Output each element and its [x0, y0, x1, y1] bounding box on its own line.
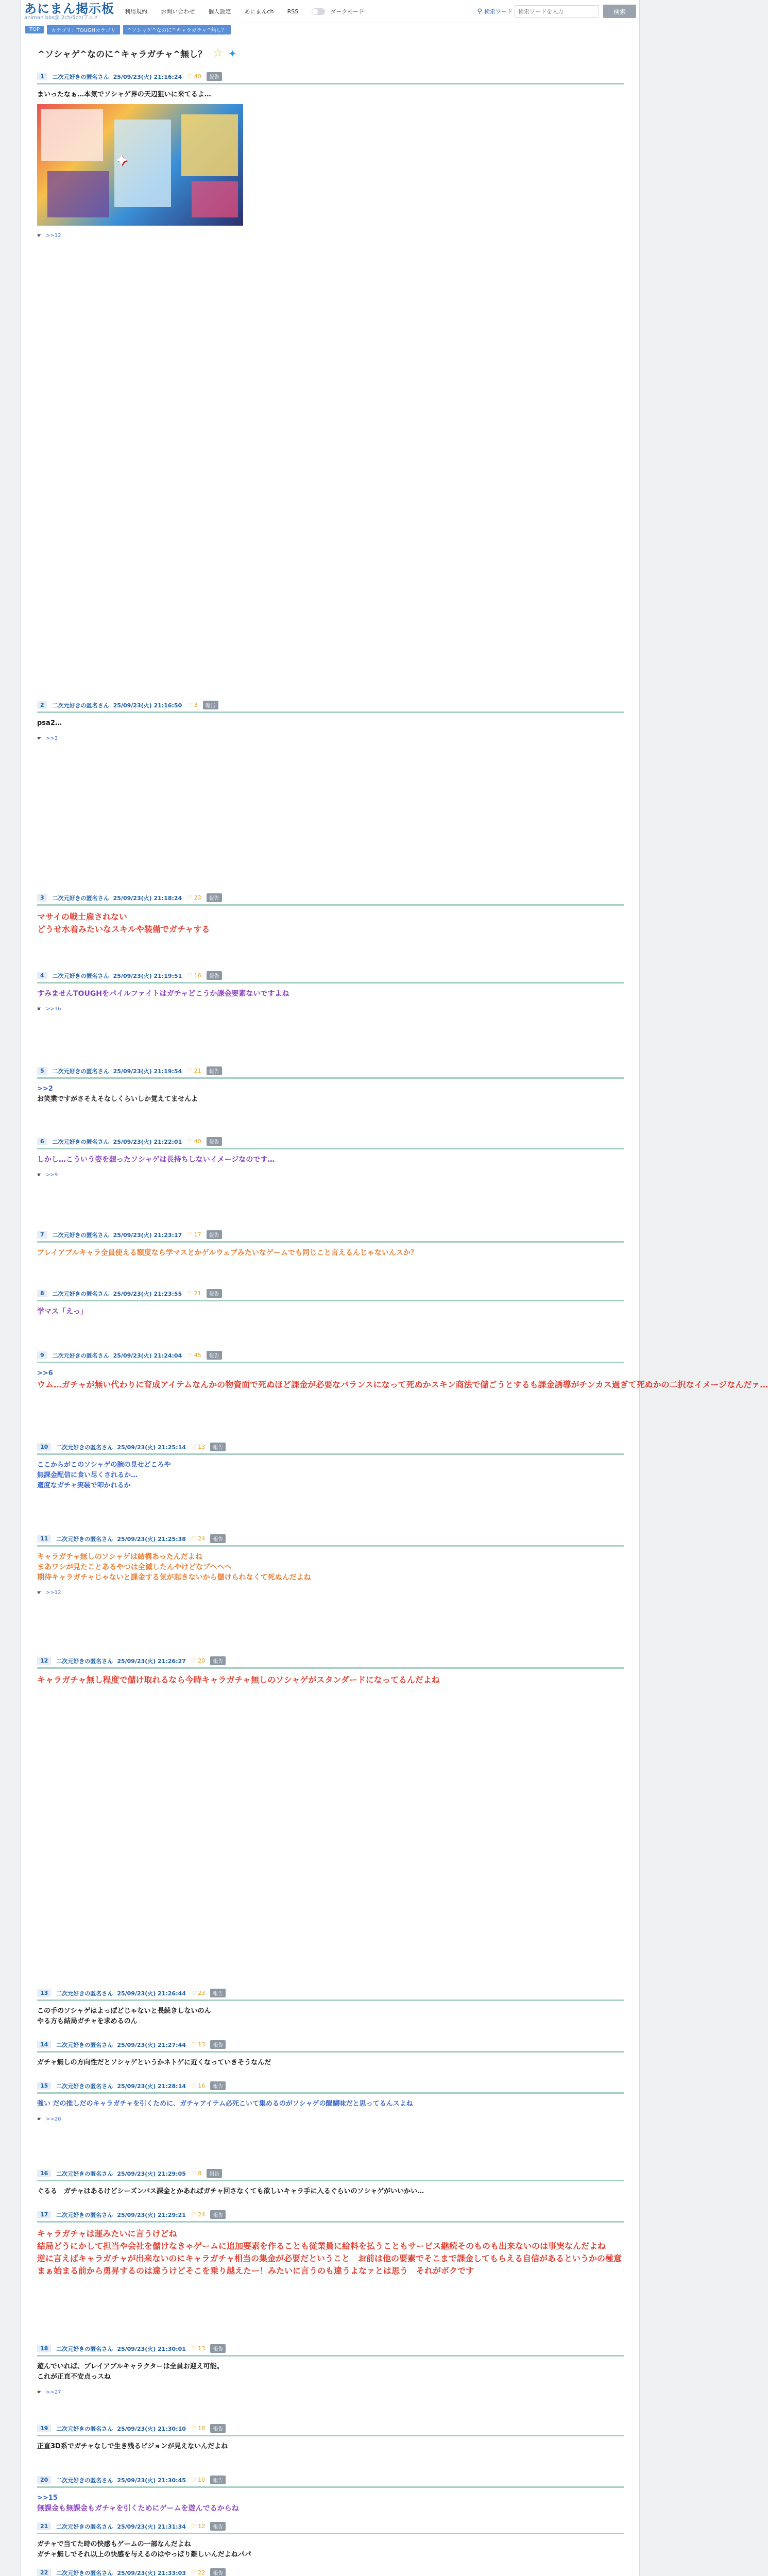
- post-date: 25/09/23(火) 21:26:27: [117, 1657, 186, 1665]
- post-author: 二次元好きの匿名さん: [56, 2477, 113, 2484]
- report-button[interactable]: 報告: [207, 893, 222, 902]
- like-count[interactable]: ♡ 21: [187, 1290, 201, 1297]
- like-count[interactable]: ♡ 24: [191, 2211, 206, 2218]
- reply-anchor-text[interactable]: >>9: [45, 1172, 58, 1178]
- post-date: 25/09/23(火) 21:19:54: [113, 1067, 182, 1075]
- post-date: 25/09/23(火) 21:28:14: [117, 2082, 186, 2090]
- post-author: 二次元好きの匿名さん: [52, 1067, 109, 1075]
- report-button[interactable]: 報告: [210, 2568, 226, 2576]
- post-number[interactable]: 4: [37, 972, 47, 979]
- post-item: [37, 1656, 624, 1686]
- post-date: 25/09/23(火) 21:18:24: [113, 894, 182, 902]
- post-date: 25/09/23(火) 21:23:17: [113, 1231, 182, 1239]
- post-author: 二次元好きの匿名さん: [56, 2523, 113, 2530]
- nav-settings[interactable]: 個人設定: [208, 8, 231, 15]
- like-count[interactable]: ♡ 16: [191, 2082, 206, 2089]
- post-header: [37, 2424, 624, 2436]
- site-header: [21, 0, 639, 23]
- report-button[interactable]: 報告: [210, 2040, 226, 2049]
- reply-anchor-text[interactable]: >>20: [45, 2116, 61, 2122]
- post-header: [37, 1066, 624, 1079]
- search-icon: ⚲: [477, 7, 482, 15]
- breadcrumb-category[interactable]: カテゴリ：TOUGHカテゴリ: [47, 25, 120, 35]
- reply-anchor-text[interactable]: >>3: [45, 736, 58, 741]
- post-body: [37, 911, 624, 936]
- reply-anchor-text[interactable]: >>12: [45, 233, 61, 239]
- breadcrumb: [21, 23, 639, 36]
- like-count[interactable]: ♡ 8: [191, 2170, 202, 2177]
- like-count[interactable]: ♡ 23: [187, 894, 201, 901]
- reply-hand-icon: ☛: [37, 2116, 42, 2122]
- post-number[interactable]: 5: [37, 1067, 47, 1075]
- post-text-line: ウム…ガチャが無い代わりに育成アイテムなんかの物資面で死ぬほど課金が必要なバランスになって死ぬかスキン商法で儲ごうとするも課金誘導がチンカス過ぎて死ぬかの二択なイメージなんだァ…: [37, 1380, 768, 1389]
- post-item: [37, 971, 624, 1012]
- report-button[interactable]: 報告: [210, 2476, 226, 2484]
- post-number[interactable]: 20: [37, 2476, 51, 2484]
- post-header: [37, 1351, 624, 1363]
- reply-anchor-text[interactable]: >>27: [45, 2389, 61, 2395]
- post-text-line: すみませんTOUGHをパイルファイトはガチャどこうか課金要素ないですよね: [37, 990, 289, 998]
- post-text-line: この手のソシャゲはよっぽどじゃないと長続きしないのん: [37, 2007, 211, 2015]
- post-text-line: 無課金配信に食い尽くされるか…: [37, 1471, 138, 1479]
- post-number[interactable]: 3: [37, 894, 47, 902]
- reply-hand-icon: ☛: [37, 2389, 42, 2395]
- breadcrumb-top[interactable]: TOP: [25, 26, 44, 33]
- post-author: 二次元好きの匿名さん: [56, 2082, 113, 2090]
- post-text-line: やる方も結局ガチャを求めるのん: [37, 2018, 138, 2025]
- thread-title-row: [38, 47, 621, 60]
- post-reply-link[interactable]: [37, 2116, 624, 2122]
- report-button[interactable]: 報告: [210, 1534, 226, 1543]
- post-author: 二次元好きの匿名さん: [56, 1535, 113, 1543]
- nav-contact[interactable]: お問い合わせ: [161, 8, 195, 15]
- report-button[interactable]: 報告: [207, 1351, 222, 1360]
- post-number[interactable]: 18: [37, 2345, 51, 2352]
- post-item: [37, 1351, 768, 1391]
- post-header: [37, 2344, 624, 2357]
- post-header: [37, 893, 624, 906]
- post-item: [37, 1066, 624, 1105]
- post-text-line: まぁ始まる前から勇昇するのは違うけどそこを乗り越えたー！みたいに言うのも違うよなァとは思う それがボクです: [37, 2266, 474, 2276]
- reply-hand-icon: ☛: [37, 1172, 42, 1178]
- post-number[interactable]: 6: [37, 1138, 47, 1145]
- post-text-line: これが正直不安点っスね: [37, 2373, 111, 2381]
- post-date: 25/09/23(火) 21:16:50: [113, 702, 182, 709]
- post-header: [37, 2040, 624, 2053]
- post-text-line: 強い だの推しだのキャラガチャを引くために、ガチャアイテム必死こいて集めるのがソシャゲの醍醐味だと思ってるんスよね: [37, 2100, 413, 2108]
- post-header: [37, 1989, 624, 2001]
- post-number[interactable]: 12: [37, 1657, 51, 1665]
- post-item: [37, 2040, 624, 2068]
- post-header: [37, 1230, 624, 1243]
- reply-hand-icon: ☛: [37, 1006, 42, 1012]
- post-number[interactable]: 15: [37, 2082, 51, 2090]
- reply-hand-icon: ☛: [37, 1590, 42, 1596]
- post-text-line: psa2…: [37, 719, 62, 727]
- image-overlay-art: ✦: [114, 150, 129, 171]
- post-body: [37, 2362, 624, 2382]
- post-number[interactable]: 21: [37, 2522, 51, 2530]
- post-author: 二次元好きの匿名さん: [52, 894, 109, 902]
- like-count[interactable]: ♡ 13: [191, 1444, 206, 1450]
- post-text-line: お笑業ですがさそえそなしくらいしか覚えてませんよ: [37, 1095, 198, 1103]
- post-body: [37, 2228, 624, 2277]
- post-text-line: 逆に言えばキャラガチャが出来ないのにキャラガチャ相当の集金が必要だということ お前は他の要素でそこまで課金してもらえる自信があるというかの極意: [37, 2253, 622, 2263]
- logo-title[interactable]: あにまん掲示板: [24, 1, 114, 16]
- post-item: [37, 2169, 624, 2197]
- report-button[interactable]: 報告: [207, 1289, 222, 1298]
- post-text-line: まあワシが見たことあるやつは全滅したんやけどなブヘヘヘ: [37, 1563, 232, 1571]
- post-date: 25/09/23(火) 21:27:44: [117, 2041, 186, 2048]
- post-item: [37, 701, 624, 741]
- image-shape: [41, 109, 103, 161]
- post-image[interactable]: [37, 104, 243, 226]
- like-count[interactable]: ♡ 40: [187, 73, 201, 80]
- thread-title: ^ソシャゲ^なのに^キャラガチャ^無し？: [38, 49, 207, 60]
- reply-hand-icon: ☛: [37, 233, 42, 239]
- post-date: 25/09/23(火) 21:30:01: [117, 2345, 186, 2352]
- like-count[interactable]: ♡ 13: [191, 2345, 206, 2352]
- site-logo[interactable]: [24, 3, 114, 21]
- post-number[interactable]: 10: [37, 1443, 51, 1451]
- post-author: 二次元好きの匿名さん: [56, 1657, 113, 1665]
- post-item: [37, 2210, 624, 2277]
- post-reply-link[interactable]: [37, 233, 624, 239]
- post-number[interactable]: 8: [37, 1290, 47, 1297]
- post-date: 25/09/23(火) 21:19:51: [113, 972, 182, 979]
- post-body: [37, 1674, 624, 1686]
- post-item: [37, 1443, 624, 1491]
- post-text-line: 期待キャラガチャじゃないと課金する気が起きないから儲けられなくて死ぬんだよね: [37, 1573, 311, 1582]
- post-number[interactable]: 17: [37, 2211, 51, 2218]
- post-text-line: 遊んでいれば、プレイアブルキャラクターは全員お迎え可能。: [37, 2363, 224, 2370]
- post-date: 25/09/23(火) 21:30:10: [117, 2425, 186, 2432]
- report-button[interactable]: 報告: [207, 2169, 222, 2178]
- post-header: [37, 1137, 624, 1149]
- post-item: [37, 893, 624, 936]
- twitter-share-icon[interactable]: ✦: [228, 47, 237, 60]
- post-body: [37, 90, 624, 100]
- post-item: [37, 1137, 624, 1178]
- post-reply-link[interactable]: [37, 1006, 624, 1012]
- like-count[interactable]: ♡ 45: [187, 1352, 201, 1359]
- post-text-line: 適度なガチャ実装で叩かれるか: [37, 1482, 131, 1489]
- post-date: 25/09/23(火) 21:30:45: [117, 2477, 186, 2484]
- post-date: 25/09/23(火) 21:29:21: [117, 2211, 186, 2218]
- report-button[interactable]: 報告: [207, 1066, 222, 1075]
- post-author: 二次元好きの匿名さん: [56, 1444, 113, 1451]
- report-button[interactable]: 報告: [203, 701, 218, 709]
- post-author: 二次元好きの匿名さん: [52, 1352, 109, 1359]
- reply-anchor-text[interactable]: >>12: [45, 1590, 61, 1596]
- post-text-line: ぐるる ガチャはあるけどシーズンパス課金とかあればガチャ回さなくても欲しいキャラ手に入るぐらいのソシャゲがいいかい…: [37, 2188, 424, 2195]
- nav-terms[interactable]: 利用規約: [125, 8, 147, 15]
- post-header: [37, 2568, 624, 2576]
- reply-reference-link[interactable]: >>6: [37, 1369, 53, 1377]
- post-text-line: キャラガチャ無し程度で儲け取れるなら今時キャラガチャ無しのソシャゲがスタンダードになってるんだよね: [37, 1675, 440, 1685]
- like-count[interactable]: ♡ 21: [187, 1067, 201, 1074]
- like-count[interactable]: ♡ 40: [187, 1138, 201, 1145]
- dark-mode-label: ダークモード: [330, 8, 365, 15]
- like-count[interactable]: ♡ 16: [187, 972, 201, 979]
- post-number[interactable]: 2: [37, 701, 47, 709]
- report-button[interactable]: 報告: [210, 1656, 226, 1665]
- post-header: [37, 1443, 624, 1455]
- like-count[interactable]: ♡ 17: [187, 1231, 201, 1238]
- reply-hand-icon: ☛: [37, 736, 42, 741]
- post-author: 二次元好きの匿名さん: [56, 2425, 113, 2432]
- post-date: 25/09/23(火) 21:26:44: [117, 1990, 186, 1997]
- search-label: 検索ワード: [484, 8, 513, 15]
- post-header: [37, 1289, 624, 1301]
- post-body: [37, 2006, 624, 2027]
- search-button[interactable]: 検索: [603, 5, 636, 18]
- report-button[interactable]: 報告: [210, 2210, 226, 2219]
- like-count[interactable]: ♡ 22: [191, 2569, 206, 2576]
- favorite-star-icon[interactable]: ☆: [213, 47, 223, 60]
- nav-animanch[interactable]: あにまんch: [244, 8, 274, 15]
- post-item: [37, 72, 624, 239]
- post-header: [37, 2081, 624, 2094]
- post-text-line: どうせ水着みたいなスキルや装備でガチャする: [37, 924, 210, 934]
- nav-rss[interactable]: RSS: [287, 8, 299, 15]
- post-body: [37, 2058, 624, 2068]
- post-reply-link[interactable]: [37, 1590, 624, 1596]
- post-text-line: ここからがこのソシャゲの腕の見せどころや: [37, 1461, 171, 1469]
- post-author: 二次元好きの匿名さん: [52, 702, 109, 709]
- search-bar: [477, 5, 636, 18]
- post-number[interactable]: 9: [37, 1351, 47, 1359]
- post-header: [37, 2476, 624, 2488]
- post-number[interactable]: 16: [37, 2170, 51, 2177]
- report-button[interactable]: 報告: [207, 1137, 222, 1146]
- post-date: 25/09/23(火) 21:31:34: [117, 2523, 186, 2530]
- logo-subtitle: animan bbs@ 2ch/5ch/アニメ: [24, 14, 99, 21]
- post-date: 25/09/23(火) 21:29:05: [117, 2170, 186, 2177]
- like-count[interactable]: ♡ 12: [191, 2523, 206, 2530]
- post-reply-link[interactable]: [37, 2389, 624, 2395]
- post-body: [37, 1084, 624, 1105]
- post-text-line: キャラガチャは運みたいに言うけどね: [37, 2229, 177, 2239]
- post-body: [37, 989, 624, 999]
- post-body: [37, 2187, 624, 2197]
- post-body: [37, 1155, 624, 1165]
- post-text-line: 学マス「えっ」: [37, 1308, 88, 1316]
- post-number[interactable]: 11: [37, 1535, 51, 1543]
- post-text-line: マサイの戦士雇されない: [37, 912, 127, 922]
- post-body: [37, 1248, 624, 1258]
- post-item: [37, 2476, 624, 2514]
- post-header: [37, 971, 624, 984]
- post-number[interactable]: 1: [37, 73, 47, 80]
- post-item: [37, 1989, 624, 2027]
- post-item: [37, 2522, 624, 2560]
- post-body: [37, 1368, 768, 1391]
- post-date: 25/09/23(火) 21:16:24: [113, 73, 182, 80]
- report-button[interactable]: 報告: [210, 2424, 226, 2433]
- post-date: 25/09/23(火) 21:33:03: [117, 2569, 186, 2576]
- post-text-line: プレイアブルキャラ全員使える額度なら学マスとかゲルウェブみたいなゲームでも同じこと言えるんじゃないんスか？: [37, 1249, 418, 1257]
- post-author: 二次元好きの匿名さん: [56, 2569, 113, 2576]
- image-shape: [181, 114, 238, 176]
- report-button[interactable]: 報告: [210, 2522, 226, 2531]
- like-count[interactable]: ♡ 23: [191, 1990, 206, 1996]
- post-item: [37, 2081, 624, 2122]
- post-header: [37, 1534, 624, 1547]
- post-text-line: 結局どうにかして担当や会社を儲けなきゃゲームに追加要素を作ることも従業員に給料を払うこともサービス継続そのものも出来ないのは事実なんだよね: [37, 2241, 606, 2251]
- report-button[interactable]: 報告: [207, 971, 222, 980]
- post-text-line: しかし…こういう姿を想ったソシャゲは長持ちしないイメージなのです…: [37, 1156, 275, 1164]
- post-number[interactable]: 22: [37, 2569, 51, 2576]
- post-body: [37, 1460, 624, 1491]
- post-body: [37, 2493, 624, 2514]
- like-count[interactable]: ♡ 13: [191, 2041, 206, 2048]
- report-button[interactable]: 報告: [210, 1443, 226, 1451]
- post-item: [37, 1230, 624, 1258]
- post-author: 二次元好きの匿名さん: [52, 73, 109, 80]
- post-header: [37, 701, 624, 713]
- post-reply-link[interactable]: [37, 736, 624, 741]
- post-date: 25/09/23(火) 21:23:55: [113, 1290, 182, 1297]
- post-author: 二次元好きの匿名さん: [56, 2345, 113, 2352]
- image-shape: [192, 181, 238, 217]
- post-body: [37, 2539, 624, 2560]
- post-date: 25/09/23(火) 21:25:14: [117, 1444, 186, 1451]
- post-item: [37, 1289, 624, 1317]
- post-item: [37, 2344, 624, 2395]
- report-button[interactable]: 報告: [207, 1230, 222, 1239]
- post-author: 二次元好きの匿名さん: [56, 1990, 113, 1997]
- post-text-line: 正直3D系でガチャなしで生き残るビジョンが見えないんだよね: [37, 2443, 228, 2450]
- post-text-line: ガチャで当てた時の快感もゲームの一部なんだよね: [37, 2540, 191, 2548]
- post-author: 二次元好きの匿名さん: [52, 972, 109, 979]
- post-header: [37, 2522, 624, 2534]
- post-text-line: 無課金も無課金もガチャを引くためにゲームを遊んでるからね: [37, 2504, 239, 2513]
- like-count[interactable]: ♡ 24: [191, 1535, 206, 1542]
- like-count[interactable]: ♡ 3: [187, 702, 198, 708]
- post-date: 25/09/23(火) 21:25:38: [117, 1535, 186, 1543]
- post-header: [37, 2169, 624, 2181]
- image-shape: [47, 171, 109, 217]
- post-text-line: キャラガチャ無しのソシャゲは結構あったんだよね: [37, 1553, 202, 1561]
- reply-reference-link[interactable]: >>15: [37, 2494, 58, 2502]
- post-item: [37, 2424, 624, 2452]
- reply-anchor-text[interactable]: >>16: [45, 1006, 61, 1012]
- post-author: 二次元好きの匿名さん: [52, 1138, 109, 1145]
- post-body: [37, 718, 624, 728]
- post-number[interactable]: 14: [37, 2041, 51, 2048]
- header-nav: [125, 7, 376, 15]
- reply-reference-link[interactable]: >>2: [37, 1085, 53, 1093]
- report-button[interactable]: 報告: [210, 2344, 226, 2353]
- post-author: 二次元好きの匿名さん: [56, 2041, 113, 2048]
- post-number[interactable]: 19: [37, 2425, 51, 2432]
- post-date: 25/09/23(火) 21:24:04: [113, 1352, 182, 1359]
- report-button[interactable]: 報告: [210, 1989, 226, 1997]
- post-text-line: まいったなぁ…本気でソシャゲ界の天辺狙いに来てるよ…: [37, 91, 211, 98]
- post-header: [37, 2210, 624, 2223]
- post-header: [37, 1656, 624, 1669]
- post-item: [37, 1534, 624, 1596]
- search-input[interactable]: [515, 5, 599, 18]
- post-reply-link[interactable]: [37, 1172, 624, 1178]
- post-text-line: ガチャ無しでそれ以上の快感を与えるのはやっぱり難しいんだよねパパ: [37, 2551, 251, 2558]
- report-button[interactable]: 報告: [207, 72, 222, 81]
- like-count[interactable]: ♡ 20: [191, 1657, 206, 1664]
- post-author: 二次元好きの匿名さん: [52, 1231, 109, 1239]
- like-count[interactable]: ♡ 18: [191, 2425, 206, 2432]
- post-number[interactable]: 13: [37, 1989, 51, 1997]
- dark-mode-toggle[interactable]: [312, 8, 325, 15]
- post-date: 25/09/23(火) 21:22:01: [113, 1138, 182, 1145]
- post-body: [37, 1552, 624, 1583]
- post-author: 二次元好きの匿名さん: [56, 2170, 113, 2177]
- post-number[interactable]: 7: [37, 1231, 47, 1239]
- like-count[interactable]: ♡ 10: [191, 2477, 206, 2483]
- breadcrumb-thread[interactable]: ^ソシャゲ^なのに^キャラガチャ^無し？: [123, 25, 231, 35]
- post-body: [37, 1307, 624, 1317]
- post-author: 二次元好きの匿名さん: [56, 2211, 113, 2218]
- post-body: [37, 2099, 624, 2109]
- post-body: [37, 2442, 624, 2452]
- post-header: [37, 72, 624, 84]
- post-text-line: ガチャ無しの方向性だとソシャゲというかネトゲに近くなっていきそうなんだ: [37, 2059, 271, 2066]
- post-author: 二次元好きの匿名さん: [52, 1290, 109, 1297]
- report-button[interactable]: 報告: [210, 2081, 226, 2090]
- thread-main: [21, 47, 639, 60]
- post-item: [37, 2568, 624, 2576]
